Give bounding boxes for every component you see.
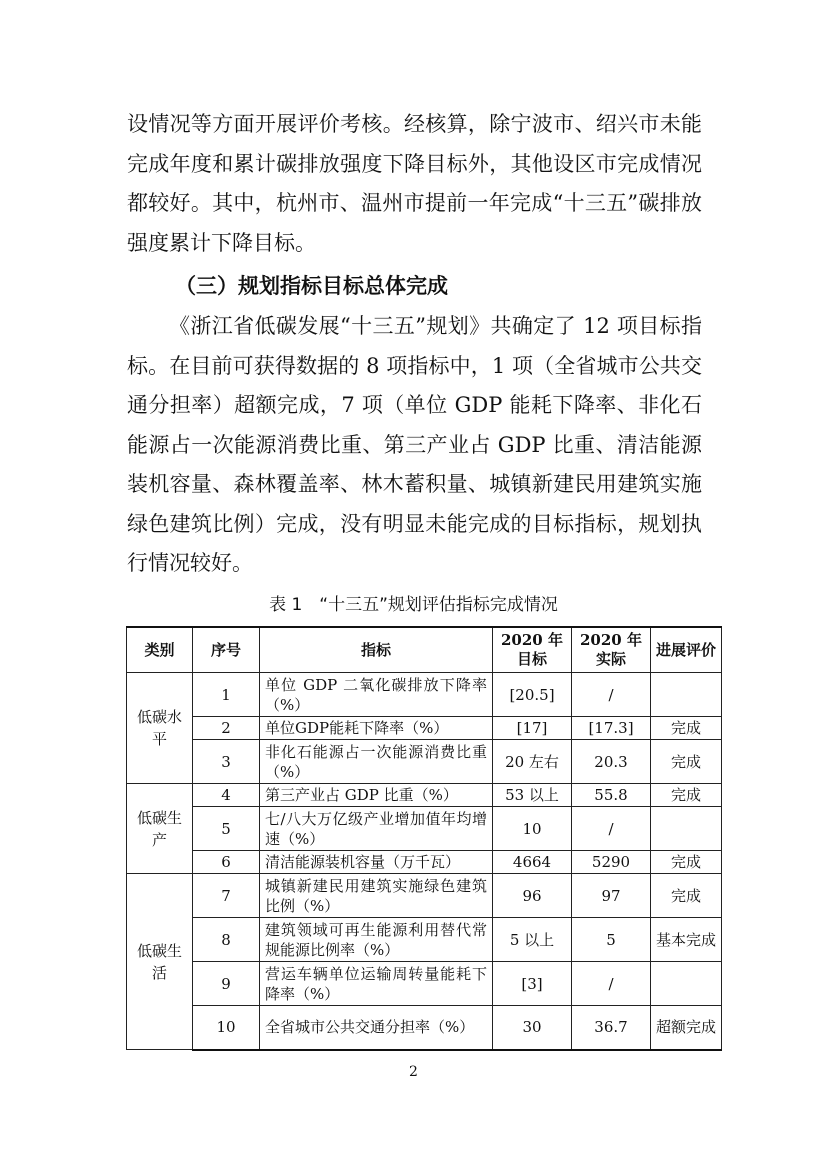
table-row: [127, 717, 722, 740]
row-evaluation: 基本完成: [651, 918, 722, 962]
row-target: [3]: [493, 962, 572, 1006]
row-indicator: 七/八大万亿级产业增加值年均增速（%）: [260, 807, 493, 851]
row-actual: 5: [572, 918, 651, 962]
row-indicator: 单位GDP能耗下降率（%）: [260, 717, 493, 740]
row-evaluation: 完成: [651, 784, 722, 807]
row-number: 10: [193, 1006, 260, 1050]
header-target: 2020 年目标: [493, 627, 572, 673]
row-actual: 97: [572, 874, 651, 918]
table-header-row: [127, 627, 722, 673]
body-paragraph-2: 《浙江省低碳发展“十三五”规划》共确定了 12 项目标指标。在目前可获得数据的 8 项指标中，1 项（全省城市公共交通分担率）超额完成，7 项（单位 GDP 能耗下降率、非化石能源占一次能源消费比重、第三产业占 GDP 比重、清洁能源装机容量、森林覆盖率、林木蓄积量、城镇新建民用建筑实施绿色建筑比例）完成，没有明显未能完成的目标指标，规划执行情况较好。: [127, 314, 702, 575]
header-actual: 2020 年实际: [572, 627, 651, 673]
row-indicator: 非化石能源占一次能源消费比重（%）: [260, 740, 493, 784]
row-number: 4: [193, 784, 260, 807]
row-target: 5 以上: [493, 918, 572, 962]
row-indicator: 营运车辆单位运输周转量能耗下降率（%）: [260, 962, 493, 1006]
table-row: [127, 807, 722, 851]
row-actual: /: [572, 807, 651, 851]
body-paragraph-1: 设情况等方面开展评价考核。经核算，除宁波市、绍兴市未能完成年度和累计碳排放强度下降目标外，其他设区市完成情况都较好。其中，杭州市、温州市提前一年完成“十三五”碳排放强度累计下降目标。: [127, 112, 702, 255]
row-target: 53 以上: [493, 784, 572, 807]
header-category: 类别: [127, 627, 193, 673]
row-actual: 55.8: [572, 784, 651, 807]
page-number: 2: [409, 1064, 418, 1080]
row-indicator: 全省城市公共交通分担率（%）: [260, 1006, 493, 1050]
row-indicator: 第三产业占 GDP 比重（%）: [260, 784, 493, 807]
row-target: [17]: [493, 717, 572, 740]
row-number: 1: [193, 673, 260, 717]
row-evaluation: [651, 807, 722, 851]
category-cell: 低碳水平: [127, 673, 193, 784]
row-actual: 36.7: [572, 1006, 651, 1050]
table-row: [127, 673, 722, 717]
row-number: 7: [193, 874, 260, 918]
row-evaluation: 完成: [651, 851, 722, 874]
table-row: [127, 962, 722, 1006]
header-indicator: 指标: [260, 627, 493, 673]
row-target: [20.5]: [493, 673, 572, 717]
indicator-table: [126, 626, 722, 1051]
table-row: [127, 918, 722, 962]
row-evaluation: 完成: [651, 874, 722, 918]
row-actual: /: [572, 962, 651, 1006]
row-target: 10: [493, 807, 572, 851]
row-actual: [17.3]: [572, 717, 651, 740]
row-evaluation: [651, 962, 722, 1006]
row-indicator: 建筑领域可再生能源利用替代常规能源比例率（%）: [260, 918, 493, 962]
header-number: 序号: [193, 627, 260, 673]
row-target: 30: [493, 1006, 572, 1050]
category-cell: 低碳生产: [127, 784, 193, 874]
row-number: 3: [193, 740, 260, 784]
row-actual: /: [572, 673, 651, 717]
row-number: 2: [193, 717, 260, 740]
row-target: 20 左右: [493, 740, 572, 784]
category-cell: 低碳生活: [127, 874, 193, 1050]
section-heading: （三）规划指标目标总体完成: [175, 274, 448, 298]
row-actual: 5290: [572, 851, 651, 874]
row-number: 5: [193, 807, 260, 851]
row-indicator: 单位 GDP 二氧化碳排放下降率（%）: [260, 673, 493, 717]
table-row: [127, 851, 722, 874]
row-evaluation: 完成: [651, 740, 722, 784]
row-evaluation: 超额完成: [651, 1006, 722, 1050]
table-row: [127, 784, 722, 807]
row-target: 4664: [493, 851, 572, 874]
row-indicator: 城镇新建民用建筑实施绿色建筑比例（%）: [260, 874, 493, 918]
table-row: [127, 740, 722, 784]
row-number: 8: [193, 918, 260, 962]
row-evaluation: 完成: [651, 717, 722, 740]
row-number: 9: [193, 962, 260, 1006]
table-row: [127, 874, 722, 918]
table-caption: 表 1 “十三五”规划评估指标完成情况: [269, 595, 558, 615]
header-evaluation: 进展评价: [651, 627, 722, 673]
row-target: 96: [493, 874, 572, 918]
row-evaluation: [651, 673, 722, 717]
row-actual: 20.3: [572, 740, 651, 784]
row-number: 6: [193, 851, 260, 874]
table-row: [127, 1006, 722, 1050]
row-indicator: 清洁能源装机容量（万千瓦）: [260, 851, 493, 874]
